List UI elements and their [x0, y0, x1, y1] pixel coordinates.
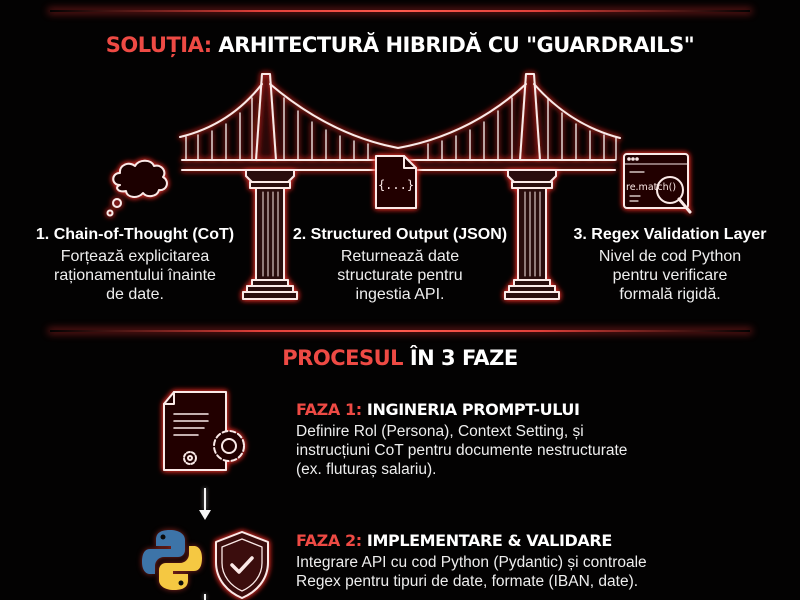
svg-text:re.match(): re.match() [626, 182, 677, 193]
pillar-description: Forțează explicitarea raționamentului înainte de date. [54, 248, 216, 303]
heading-title: ARHITECTURĂ HIBRIDĂ CU "GUARDRAILS" [211, 33, 695, 57]
phase-2-description: Integrare API cu cod Python (Pydantic) și controale Regex pentru tipuri de date, formate (IBAN, date). [296, 554, 647, 590]
pillar-description: Nivel de cod Python pentru verificare formală rigidă. [598, 248, 742, 303]
document-gears-icon [160, 390, 260, 480]
phase-1-title: FAZA 1: INGINERIA PROMPT-ULUI [296, 400, 580, 419]
svg-text:{...}: {...} [377, 178, 415, 192]
process-title: ÎN 3 FAZE [403, 346, 518, 370]
thought-bubble-icon [105, 155, 175, 220]
phase-1-description: Definire Rol (Persona), Context Setting, și instrucțiuni CoT pentru documente nestructurate (ex. fluturaș salariu). [296, 423, 628, 478]
regex-search-window-icon [622, 152, 702, 222]
shield-check-icon [212, 530, 272, 600]
process-accent: PROCESUL [282, 346, 404, 370]
pillar-title: 3. Regex Validation Layer [573, 226, 767, 243]
flow-arrow [204, 594, 206, 600]
phase-2-title: FAZA 2: IMPLEMENTARE & VALIDARE [296, 531, 612, 550]
section-divider [50, 330, 750, 332]
json-document-icon [372, 152, 422, 214]
pillar-title: 2. Structured Output (JSON) [292, 226, 508, 243]
heading-accent: SOLUȚIA: [105, 33, 212, 57]
arrow-down-icon [199, 510, 211, 520]
process-heading [0, 346, 800, 370]
python-logo-icon [140, 528, 204, 592]
pillar-description: Returnează date structurate pentru ingestia API. [337, 248, 463, 303]
flow-arrow [204, 488, 206, 510]
pillar-title: 1. Chain-of-Thought (CoT) [35, 226, 235, 243]
